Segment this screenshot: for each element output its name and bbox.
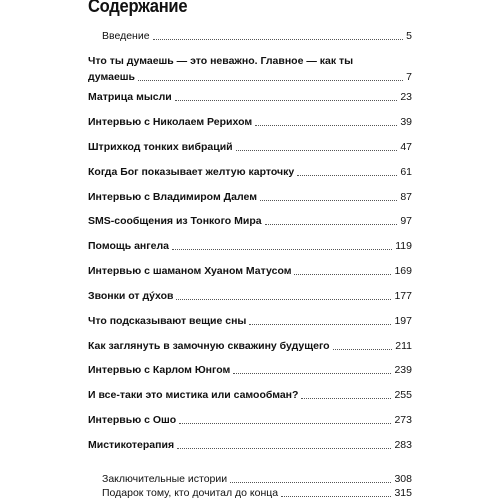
- toc-entry[interactable]: [88, 190, 412, 204]
- toc-entry[interactable]: [88, 388, 412, 402]
- toc-entry-label: Интервью с Николаем Рерихом: [88, 116, 253, 128]
- leader-dots: [333, 349, 393, 350]
- toc-entry-page: 308: [394, 473, 412, 485]
- leader-dots: [176, 299, 391, 300]
- toc-entry[interactable]: [88, 165, 412, 179]
- toc-entry-label: Мистикотерапия: [88, 439, 175, 451]
- leader-dots: [138, 80, 403, 81]
- toc-entry[interactable]: [88, 54, 412, 84]
- toc-entry-label: Как заглянуть в замочную скважину будущего: [88, 340, 330, 352]
- toc-entry-page: 97: [400, 215, 412, 227]
- toc-entry-page: 61: [400, 166, 412, 178]
- leader-dots: [255, 125, 397, 126]
- toc-entry-label: SMS-сообщения из Тонкого Мира: [88, 215, 262, 227]
- leader-dots: [249, 324, 391, 325]
- leader-dots: [301, 398, 391, 399]
- toc-entry[interactable]: [88, 314, 412, 328]
- toc-entry-page: 7: [406, 71, 412, 83]
- toc-entry[interactable]: [88, 486, 412, 500]
- toc-entry[interactable]: [88, 339, 412, 353]
- toc-entry-page: 239: [394, 364, 412, 376]
- toc-entry-page: 211: [395, 340, 412, 352]
- toc-entry-label-line1: Что ты думаешь — это неважно. Главное — как ты: [88, 55, 354, 67]
- toc-entry-label: Штрихкод тонких вибраций: [88, 141, 233, 153]
- toc-entry-page: 255: [394, 389, 412, 401]
- toc-entry-label: И все-таки это мистика или самообман?: [88, 389, 299, 401]
- leader-dots: [230, 482, 391, 483]
- toc-entry[interactable]: [88, 239, 412, 253]
- toc-entry-page: 119: [395, 240, 412, 252]
- toc-entry[interactable]: [88, 214, 412, 228]
- toc-entry-label: Заключительные истории: [102, 473, 228, 485]
- toc-entry-page: 283: [394, 439, 412, 451]
- toc-entry-label: Интервью с Ошо: [88, 414, 177, 426]
- toc-entry[interactable]: [88, 115, 412, 129]
- toc-entry-page: 169: [394, 265, 412, 277]
- toc-entry-page: 23: [400, 91, 412, 103]
- leader-dots: [236, 150, 398, 151]
- leader-dots: [172, 249, 392, 250]
- toc-entry-page: 177: [394, 290, 412, 302]
- leader-dots: [177, 448, 391, 449]
- toc-entry-page: 273: [394, 414, 412, 426]
- leader-dots: [294, 274, 391, 275]
- toc-entry-page: 47: [400, 141, 412, 153]
- toc-entry[interactable]: [88, 413, 412, 427]
- toc-entry-label: думаешь: [88, 71, 136, 83]
- toc-entry-page: 5: [406, 30, 412, 42]
- leader-dots: [265, 224, 398, 225]
- leader-dots: [281, 496, 391, 497]
- toc-entry-label: Интервью с Карлом Юнгом: [88, 364, 231, 376]
- toc-entry[interactable]: [88, 438, 412, 452]
- toc-entry-page: 315: [394, 487, 412, 499]
- leader-dots: [153, 39, 404, 40]
- toc-entry[interactable]: [88, 140, 412, 154]
- leader-dots: [297, 175, 397, 176]
- toc-entry-label: Интервью с шаманом Хуаном Матусом: [88, 265, 292, 277]
- toc-entry-page: 87: [400, 191, 412, 203]
- leader-dots: [179, 423, 391, 424]
- toc-entry-label: Матрица мысли: [88, 91, 172, 103]
- toc-entry-page: 197: [394, 315, 412, 327]
- leader-dots: [175, 100, 398, 101]
- toc-entry[interactable]: [88, 363, 412, 377]
- toc-entry[interactable]: [88, 90, 412, 104]
- toc-page: [88, 0, 412, 500]
- leader-dots: [260, 200, 397, 201]
- toc-entry[interactable]: [88, 29, 412, 43]
- toc-entry-page: 39: [400, 116, 412, 128]
- leader-dots: [233, 373, 391, 374]
- toc-entry-label: Что подсказывают вещие сны: [88, 315, 247, 327]
- toc-entry[interactable]: [88, 264, 412, 278]
- toc-entry-label: Когда Бог показывает желтую карточку: [88, 166, 295, 178]
- toc-entry-label: Введение: [102, 30, 150, 42]
- toc-entry-label: Звонки от дýхов: [88, 290, 174, 302]
- toc-entry-label: Подарок тому, кто дочитал до конца: [102, 487, 279, 499]
- toc-title: Содержание: [88, 0, 188, 16]
- toc-entry[interactable]: [88, 472, 412, 486]
- toc-entry[interactable]: [88, 289, 412, 303]
- toc-entry-label: Помощь ангела: [88, 240, 170, 252]
- toc-entry-label: Интервью с Владимиром Далем: [88, 191, 257, 203]
